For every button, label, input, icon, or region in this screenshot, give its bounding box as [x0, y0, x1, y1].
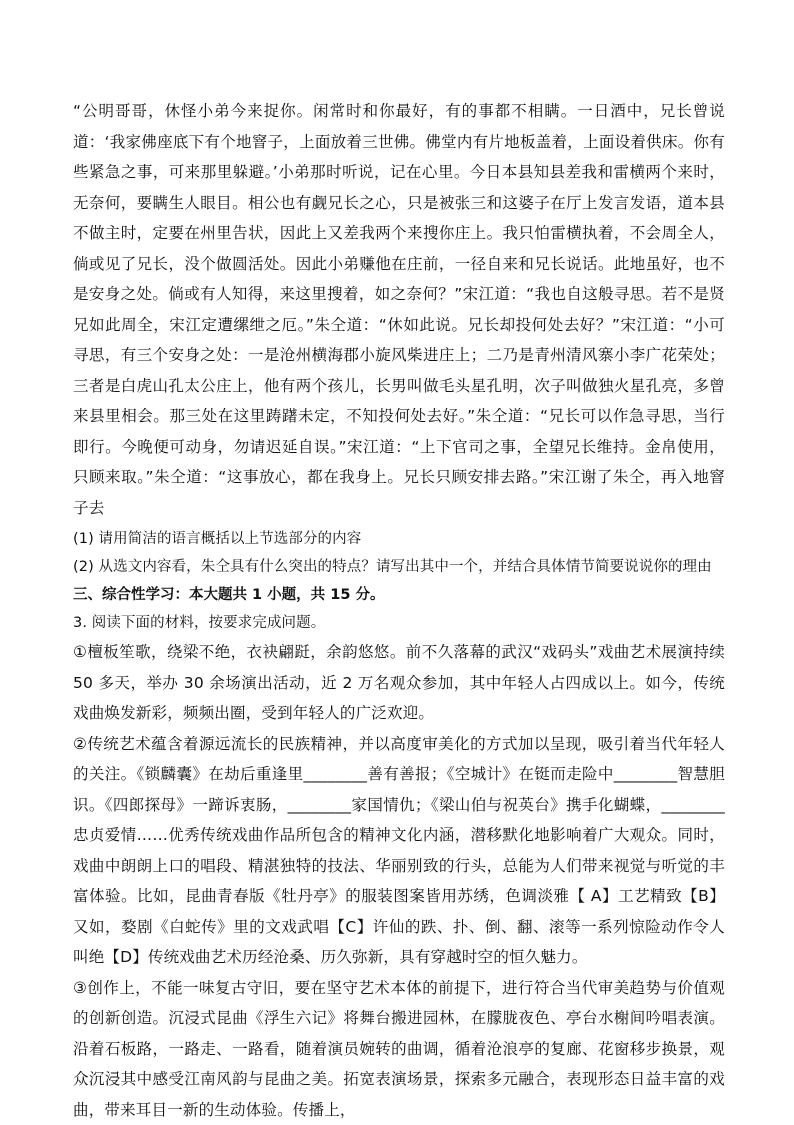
- question-3-intro: 3. 阅读下面的材料，按要求完成问题。: [73, 609, 725, 637]
- material-paragraph-2: ②传统艺术蕴含着源远流长的民族精神，并以高度审美化的方式加以呈现，吸引着当代年轻人的关注。《锁麟囊》在劫后重逢里________善有善报；《空城计》在铤而走险中________智慧胆识。《四郎探母》一蹄诉衷肠，________家国情仇；《梁山伯与祝英台》携手化蝴蝶，________忠贞爱情……优秀传统戏曲作品所包含的精神文化内涵，潜移默化地影响着广大观众。同时，戏曲中朗朗上口的唱段、精湛独特的技法、华丽别致的行头，总能为人们带来视觉与听觉的丰富体验。比如，昆曲青春版《牡丹亭》的服装图案皆用苏绣，色调淡雅【 A】工艺精致【B】又如，婺剧《白蛇传》里的文戏武唱【C】许仙的跌、扑、倒、翻、滚等一系列惊险动作令人叫绝【D】传统戏曲艺术历经沧桑、历久弥新，具有穿越时空的恒久魅力。: [73, 729, 725, 973]
- material-paragraph-1: ①檀板笙歌，绕梁不绝，衣袂翩跹，余韵悠悠。前不久落幕的武汉“戏码头”戏曲艺术展演持续 50 多天，举办 30 余场演出活动，近 2 万名观众参加，其中年轻人占四成以上。如今，传统戏曲焕发新彩，频频出圈，受到年轻人的广泛欢迎。: [73, 637, 725, 729]
- question-1: (1) 请用简洁的语言概括以上节选部分的内容: [73, 525, 725, 553]
- section-heading: 三、综合性学习：本大题共 1 小题，共 15 分。: [73, 581, 725, 609]
- material-paragraph-3: ③创作上，不能一味复古守旧，要在坚守艺术本体的前提下，进行符合当代审美趋势与价值观的创新创造。沉浸式昆曲《浮生六记》将舞台搬进园林，在朦胧夜色、亭台水榭间吟唱表演。沿着石板路，一路走、一路看，随着演员婉转的曲调，循着沧浪亭的复廊、花窗移步换景，观众沉浸其中感受江南风韵与昆曲之美。拓宽表演场景，探索多元融合，表现形态日益丰富的戏曲，带来耳目一新的生动体验。传播上，: [73, 973, 725, 1125]
- question-2: (2) 从选文内容看，朱仝具有什么突出的特点？请写出其中一个，并结合具体情节简要说说你的理由: [73, 553, 725, 581]
- novel-excerpt-paragraph: “公明哥哥，休怪小弟今来捉你。闲常时和你最好，有的事都不相瞒。一日酒中，兄长曾说道：‘我家佛座底下有个地窨子，上面放着三世佛。佛堂内有片地板盖着，上面设着供床。你有些紧急之事，可来那里躲避。’小弟那时听说，记在心里。今日本县知县差我和雷横两个来时，无奈何，要瞒生人眼目。相公也有觑兄长之心，只是被张三和这婆子在厅上发言发语，道本县不做主时，定要在州里告状，因此上又差我两个来搜你庄上。我只怕雷横执着，不会周全人，倘或见了兄长，没个做圆活处。因此小弟赚他在庄前，一径自来和兄长说话。此地虽好，也不是安身之处。倘或有人知得，来这里搜着，如之奈何？”宋江道：“我也自这般寻思。若不是贤兄如此周全，宋江定遭缧绁之厄。”朱仝道：“休如此说。兄长却投何处去好？”宋江道：“小可寻思，有三个安身之处：一是沧州横海郡小旋风柴进庄上；二乃是青州清风寨小李广花荣处；三者是白虎山孔太公庄上，他有两个孩儿，长男叫做毛头星孔明，次子叫做独火星孔亮，多曾来县里相会。那三处在这里踌躇未定，不知投何处去好。”朱仝道：“兄长可以作急寻思，当行即行。今晚便可动身，勿请迟延自误。”宋江道：“上下官司之事，全望兄长维持。金帛使用，只顾来取。”朱仝道：“这事放心，都在我身上。兄长只顾安排去路。”宋江谢了朱仝，再入地窨子去: [73, 96, 725, 523]
- document-body: [73, 96, 725, 1125]
